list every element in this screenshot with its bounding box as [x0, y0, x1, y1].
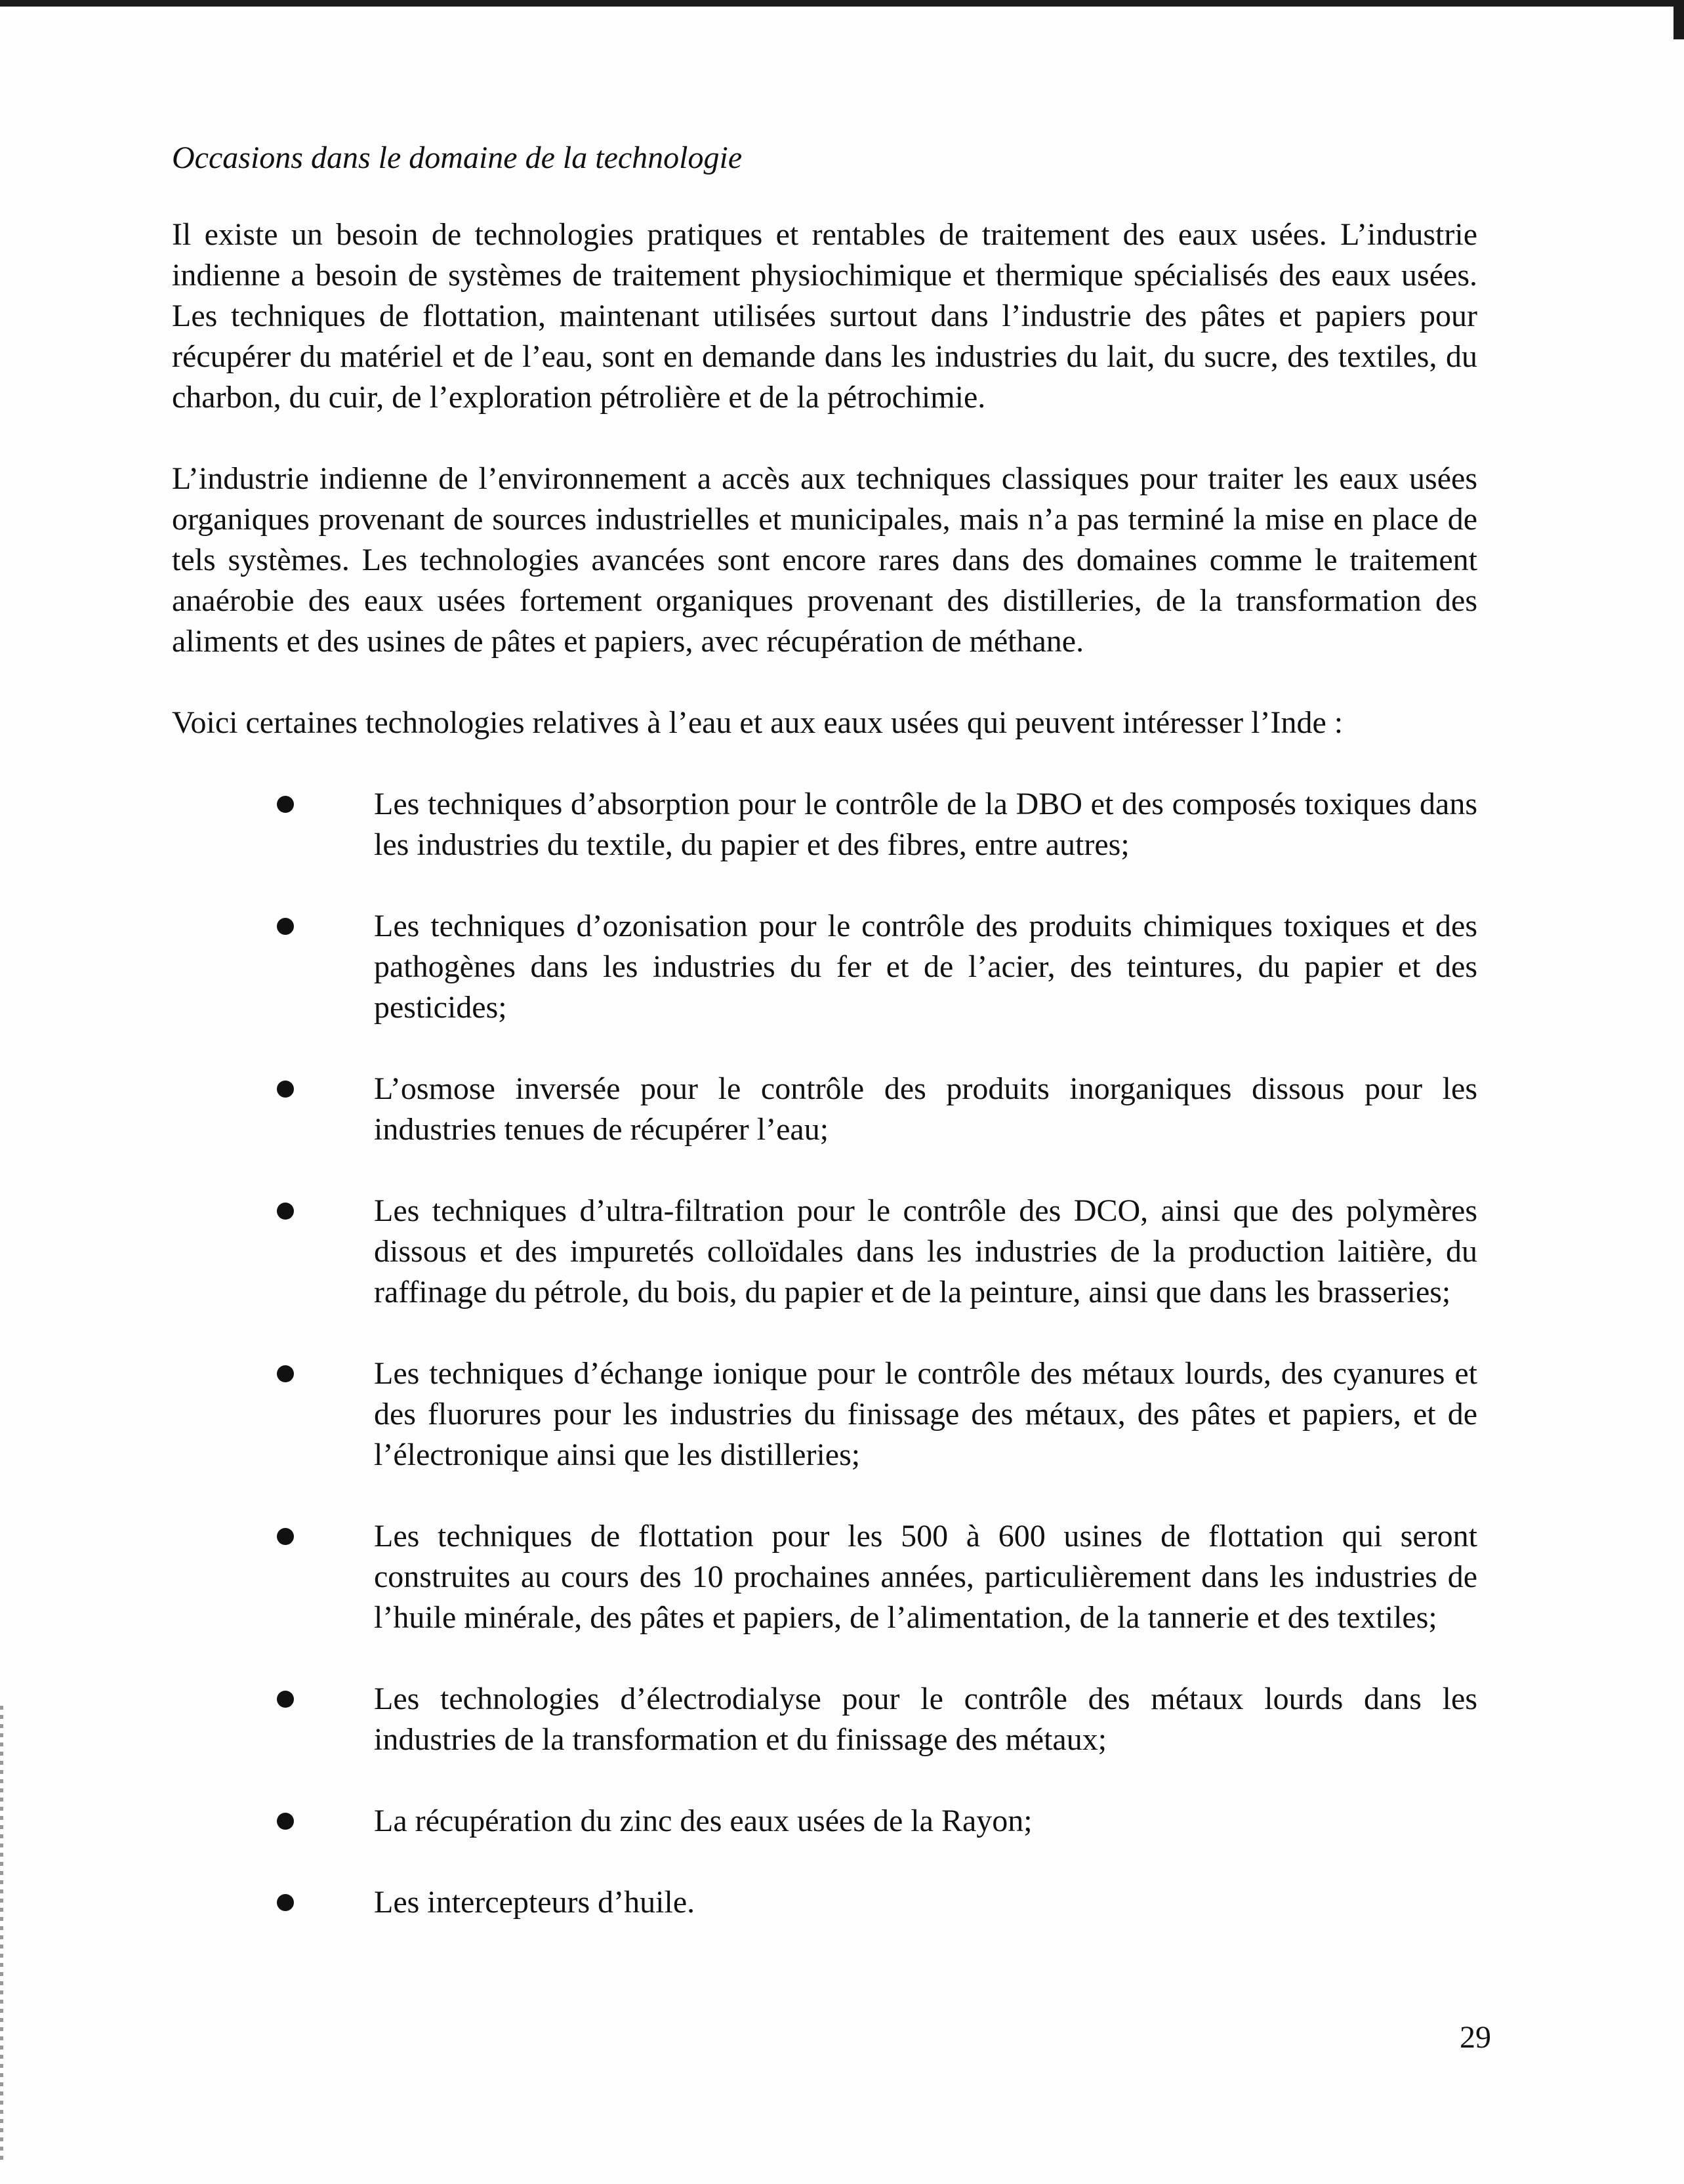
bullet-icon — [277, 1203, 294, 1220]
list-item — [172, 1801, 1477, 1842]
list-item-text: Les techniques d’ultra-filtration pour le contrôle des DCO, ainsi que des polymères dissous et des impuretés colloïdales dans les industries de la production laitière, du raffinage du pétrole, du bois, du papier et de la peinture, ainsi que dans les brasseries; — [374, 1193, 1477, 1309]
list-item-text: L’osmose inversée pour le contrôle des produits inorganiques dissous pour les industries tenues de récupérer l’eau; — [374, 1071, 1477, 1147]
list-item-text: Les techniques d’ozonisation pour le contrôle des produits chimiques toxiques et des pathogènes dans les industries du fer et de l’acier, des teintures, du papier et des pesticides; — [374, 909, 1477, 1025]
list-item — [172, 1191, 1477, 1313]
list-item — [172, 784, 1477, 865]
bullet-icon — [277, 1528, 294, 1545]
list-item-text: Les intercepteurs d’huile. — [374, 1885, 695, 1920]
list-item-text: Les techniques de flottation pour les 500 à 600 usines de flottation qui seront construites au cours des 10 prochaines années, particulièrement dans les industries de l’huile minérale, des pâtes et papiers, de l’alimentation, de la tannerie et des textiles; — [374, 1519, 1477, 1635]
list-item-text: La récupération du zinc des eaux usées de la Rayon; — [374, 1803, 1033, 1838]
list-item-text: Les technologies d’électrodialyse pour le contrôle des métaux lourds dans les industries de la transformation et du finissage des métaux; — [374, 1681, 1477, 1757]
list-item — [172, 1882, 1477, 1923]
section-heading: Occasions dans le domaine de la technologie — [172, 140, 743, 175]
list-item — [172, 906, 1477, 1028]
technology-list — [172, 784, 1477, 1923]
paragraph-1: Il existe un besoin de technologies pratiques et rentables de traitement des eaux usées. L’industrie indienne a besoin de systèmes de traitement physiochimique et thermique spécialisés des eaux usées. Les techniques de flottation, maintenant utilisées surtout dans l’industrie des pâtes et papiers pour récupérer du matériel et de l’eau, sont en demande dans les industries du lait, du sucre, des textiles, du charbon, du cuir, de l’exploration pétrolière et de la pétrochimie. — [172, 217, 1477, 415]
page-number: 29 — [1460, 2020, 1491, 2055]
list-item — [172, 1516, 1477, 1638]
list-item — [172, 1679, 1477, 1760]
right-scan-edge — [1674, 0, 1684, 39]
top-scan-border — [0, 0, 1684, 7]
list-item-text: Les techniques d’absorption pour le contrôle de la DBO et des composés toxiques dans les industries du textile, du papier et des fibres, entre autres; — [374, 787, 1477, 862]
paragraph-2: L’industrie indienne de l’environnement a accès aux techniques classiques pour traiter les eaux usées organiques provenant de sources industrielles et municipales, mais n’a pas terminé la mise en place de tels systèmes. Les technologies avancées sont encore rares dans des domaines comme le traitement anaérobie des eaux usées fortement organiques provenant des distilleries, de la transformation des aliments et des usines de pâtes et papiers, avec récupération de méthane. — [172, 461, 1477, 659]
left-scan-edge — [0, 1706, 3, 2165]
list-item — [172, 1069, 1477, 1150]
bullet-icon — [277, 796, 294, 813]
page-content — [172, 138, 1477, 1964]
bullet-icon — [277, 1813, 294, 1830]
list-item — [172, 1353, 1477, 1475]
bullet-icon — [277, 918, 294, 935]
bullet-icon — [277, 1894, 294, 1911]
list-intro: Voici certaines technologies relatives à l’eau et aux eaux usées qui peuvent intéresser l’Inde : — [172, 705, 1344, 740]
bullet-icon — [277, 1365, 294, 1382]
bullet-icon — [277, 1691, 294, 1708]
bullet-icon — [277, 1081, 294, 1098]
list-item-text: Les techniques d’échange ionique pour le contrôle des métaux lourds, des cyanures et des fluorures pour les industries du finissage des métaux, des pâtes et papiers, et de l’électronique ainsi que les distilleries; — [374, 1356, 1477, 1472]
